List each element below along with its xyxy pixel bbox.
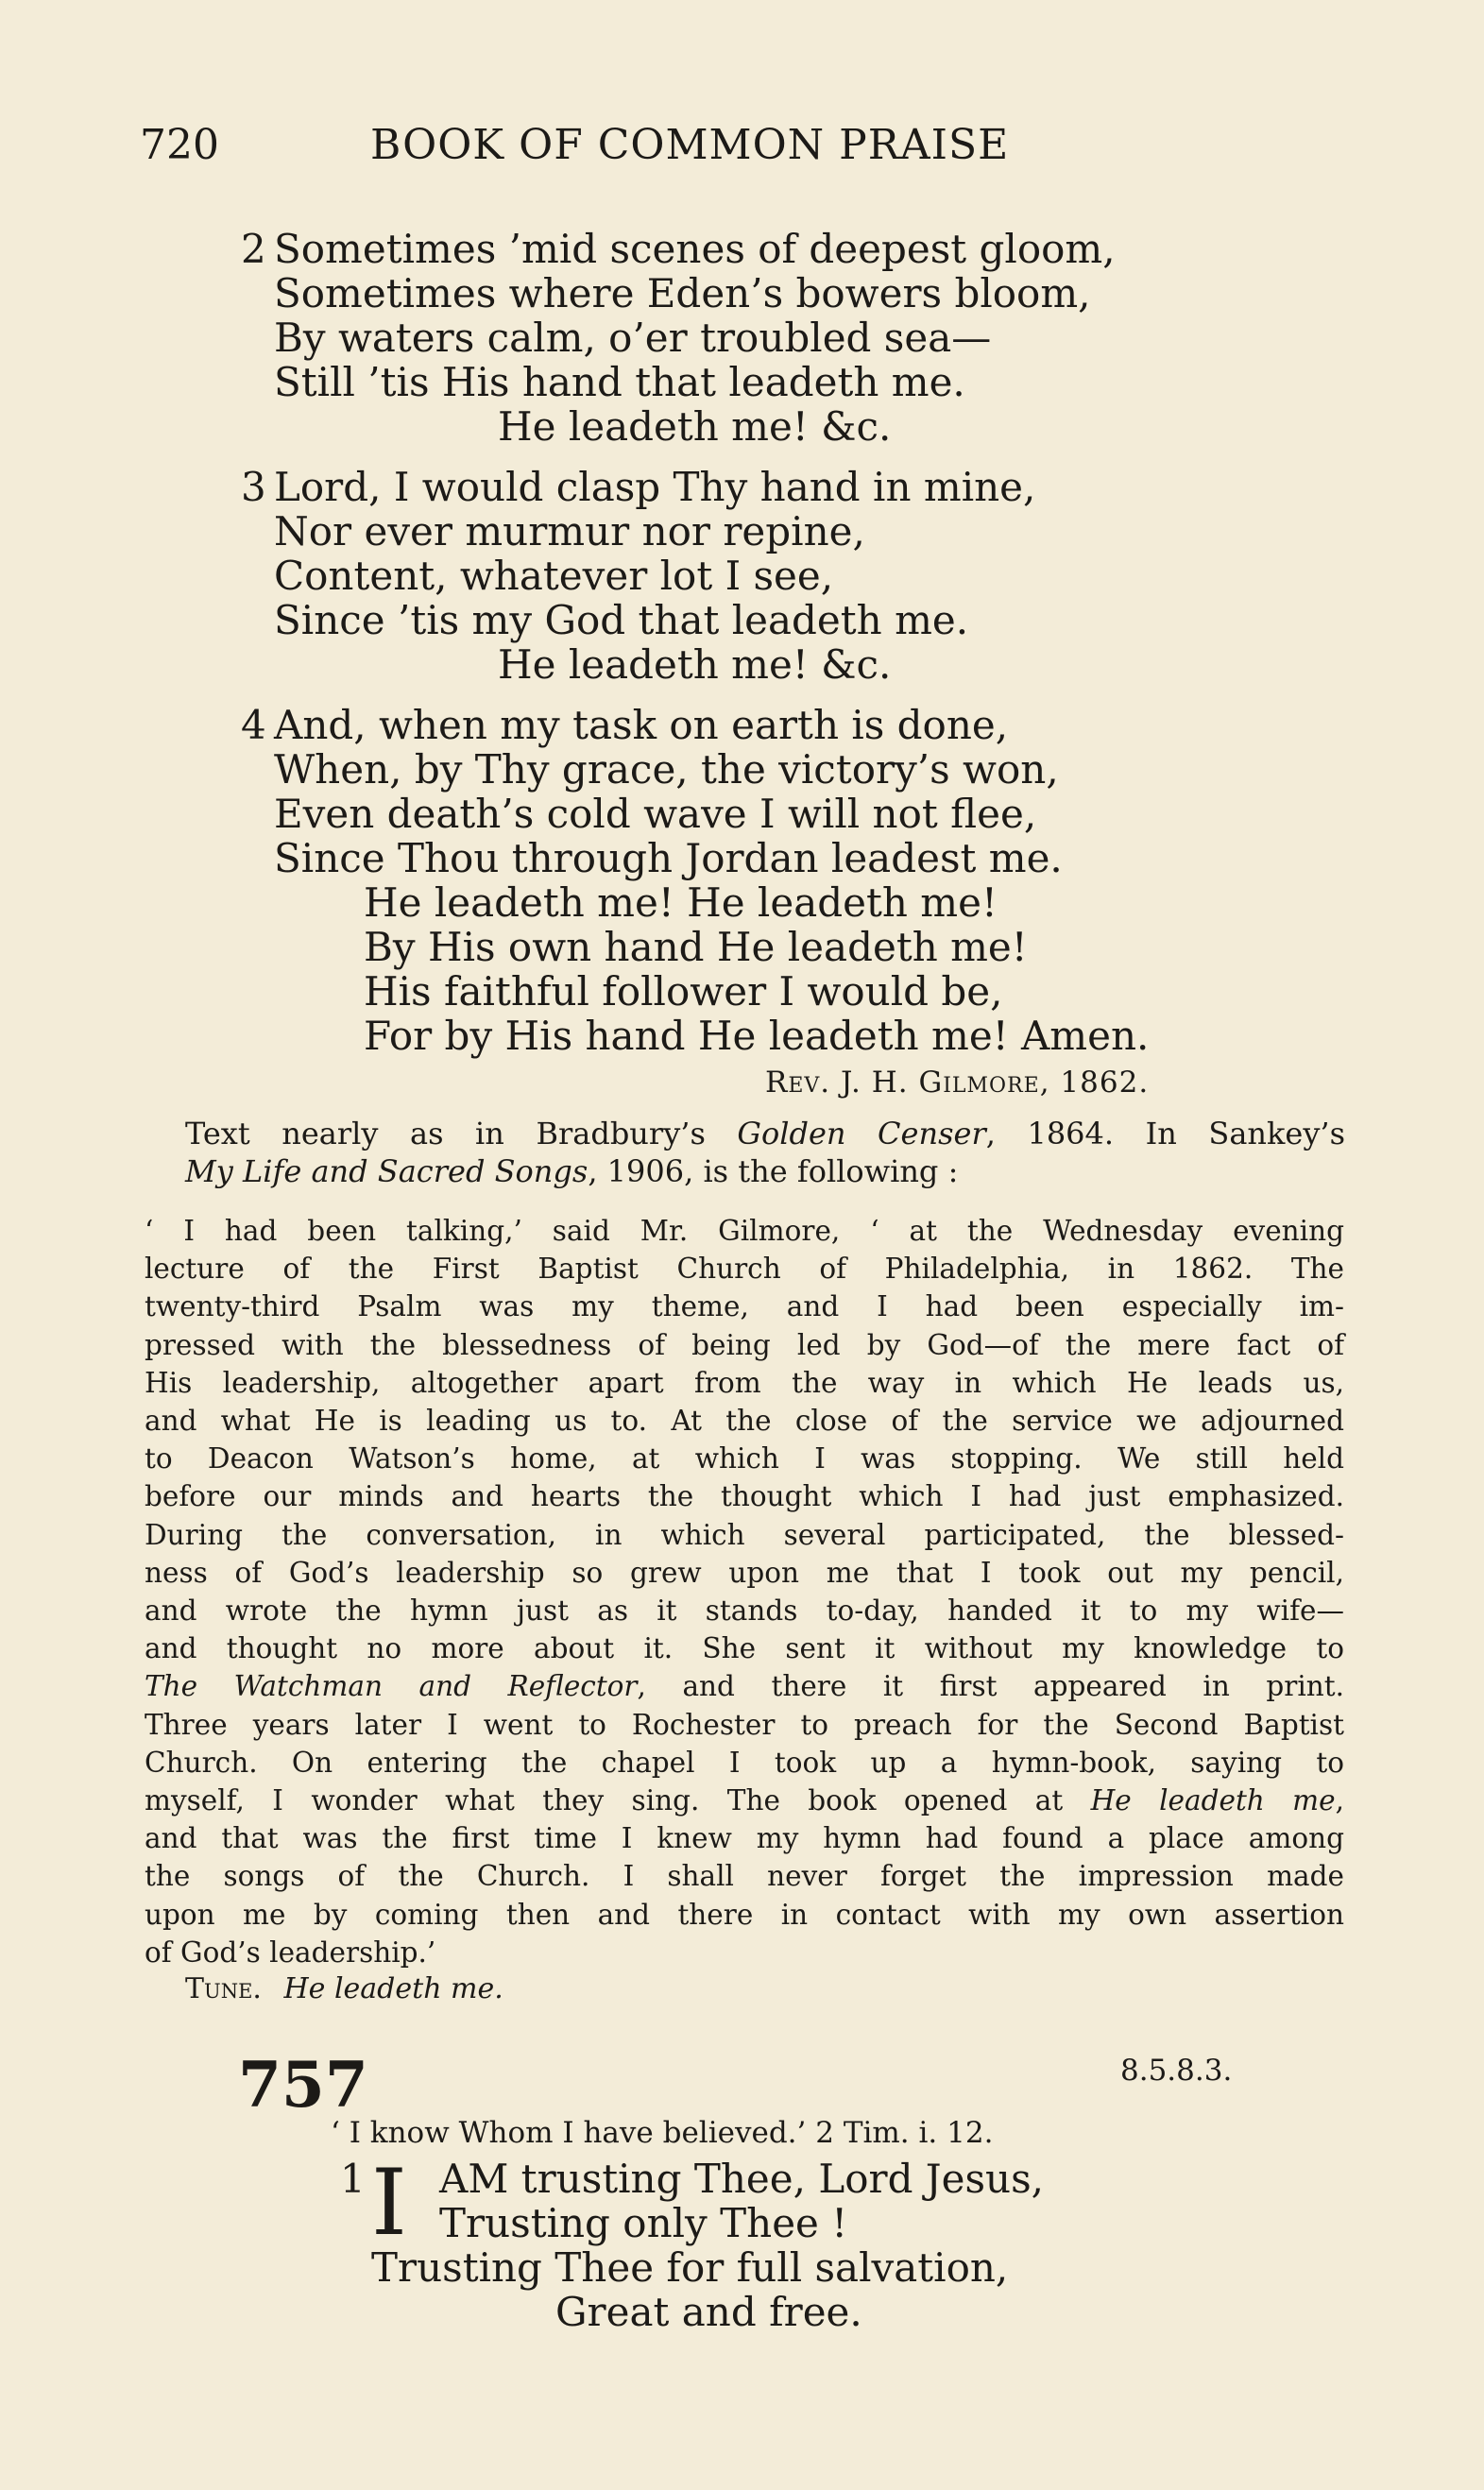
book-title: My Life and Sacred Songs: [185, 1153, 588, 1189]
verse-line: Lord, I would clasp Thy hand in mine,: [274, 464, 1036, 510]
verse-number: 1: [340, 2156, 366, 2202]
refrain-line: By His own hand He leadeth me!: [364, 924, 1028, 970]
verse-line: Since ’tis my God that leadeth me.: [274, 597, 969, 643]
quote-line: to Deacon Watson’s home, at which I was stopping. We still held: [145, 1442, 1344, 1475]
quote-line: Three years later I went to Rochester to preach for the Second Baptist: [145, 1708, 1344, 1741]
refrain-line: For by His hand He leadeth me! Amen.: [364, 1013, 1150, 1059]
quote-line: His leadership, altogether apart from the way in which He leads us,: [145, 1366, 1344, 1399]
tune-line: [185, 1972, 503, 2005]
quote-line: and what He is leading us to. At the close of the service we adjourned: [145, 1405, 1344, 1438]
gilmore-quote: [145, 1212, 1344, 1971]
refrain-line: His faithful follower I would be,: [364, 968, 1003, 1015]
quote-line: myself, I wonder what they sing. The book opened at He leadeth me,: [145, 1784, 1344, 1817]
periodical-title: The Watchman and Reflector: [145, 1670, 638, 1703]
quote-line: Church. On entering the chapel I took up a hymn-book, saying to: [145, 1746, 1344, 1779]
verse-number: 4: [241, 702, 266, 748]
source-note: [185, 1115, 1345, 1190]
verse-number: 3: [241, 464, 266, 510]
verse-line: When, by Thy grace, the victory’s won,: [274, 746, 1059, 793]
quote-line: twenty-third Psalm was my theme, and I had been especially im-: [145, 1290, 1344, 1323]
note-line: Text nearly as in Bradbury’s Golden Censer, 1864. In Sankey’s: [185, 1116, 1346, 1151]
verse-line: AM trusting Thee, Lord Jesus,: [439, 2156, 1045, 2202]
refrain-line: He leadeth me! &c.: [498, 403, 892, 450]
hymn-title: He leadeth me: [1090, 1784, 1336, 1817]
quote-line: pressed with the blessedness of being led by God—of the mere fact of: [145, 1328, 1344, 1361]
verse-line: Content, whatever lot I see,: [274, 553, 834, 599]
drop-cap: I: [371, 2150, 407, 2256]
verse-line: Since Thou through Jordan leadest me.: [274, 835, 1063, 881]
verse-line: Trusting Thee for full salvation,: [371, 2244, 1009, 2291]
quote-line: and thought no more about it. She sent it without my knowledge to: [145, 1632, 1344, 1665]
quote-line: before our minds and hearts the thought which I had just emphasized.: [145, 1480, 1344, 1513]
scripture-epigraph: ‘ I know Whom I have believed.’ 2 Tim. i. 12.: [331, 2116, 994, 2150]
author-attribution: Rev. J. H. Gilmore, 1862.: [765, 1066, 1150, 1100]
quote-line: lecture of the First Baptist Church of Philadelphia, in 1862. The: [145, 1253, 1344, 1286]
quote-line: ness of God’s leadership so grew upon me that I took out my pencil,: [145, 1556, 1344, 1589]
verse-number: 2: [241, 226, 266, 272]
verse-line: By waters calm, o’er troubled sea—: [274, 315, 992, 361]
quote-line: and that was the first time I knew my hymn had found a place among: [145, 1822, 1344, 1855]
note-line: My Life and Sacred Songs, 1906, is the following :: [185, 1153, 959, 1189]
meter: 8.5.8.3.: [1120, 2054, 1233, 2088]
refrain-line: He leadeth me! He leadeth me!: [364, 879, 998, 926]
verse-line: And, when my task on earth is done,: [274, 702, 1009, 748]
verse-line: Even death’s cold wave I will not flee,: [274, 791, 1037, 837]
running-title: BOOK OF COMMON PRAISE: [370, 121, 1010, 169]
tune-name: He leadeth me.: [283, 1972, 503, 2005]
quote-line: The Watchman and Reflector, and there it first appeared in print.: [145, 1670, 1345, 1703]
verse-line: Nor ever murmur nor repine,: [274, 508, 865, 554]
page-number: 720: [140, 121, 219, 169]
quote-line: and wrote the hymn just as it stands to-day, handed it to my wife—: [145, 1595, 1344, 1628]
quote-line: During the conversation, in which several participated, the blessed-: [145, 1518, 1344, 1551]
tune-label: Tune.: [185, 1972, 262, 2005]
quote-line: ‘ I had been talking,’ said Mr. Gilmore, ‘ at the Wednesday evening: [145, 1215, 1344, 1247]
verse-line: Sometimes where Eden’s bowers bloom,: [274, 270, 1091, 316]
verse-line: Still ’tis His hand that leadeth me.: [274, 359, 965, 405]
book-title: Golden Censer: [737, 1116, 986, 1151]
hymn-number: 757: [238, 2048, 368, 2122]
page-header: [140, 121, 1122, 178]
quote-line: of God’s leadership.’: [145, 1936, 436, 1969]
verse-line: Great and free.: [555, 2289, 862, 2335]
quote-line: upon me by coming then and there in contact with my own assertion: [145, 1898, 1344, 1931]
refrain-line: He leadeth me! &c.: [498, 641, 892, 688]
verse-line: Sometimes ’mid scenes of deepest gloom,: [274, 226, 1116, 272]
verse-line: Trusting only Thee !: [439, 2200, 848, 2246]
quote-line: the songs of the Church. I shall never forget the impression made: [145, 1860, 1344, 1893]
